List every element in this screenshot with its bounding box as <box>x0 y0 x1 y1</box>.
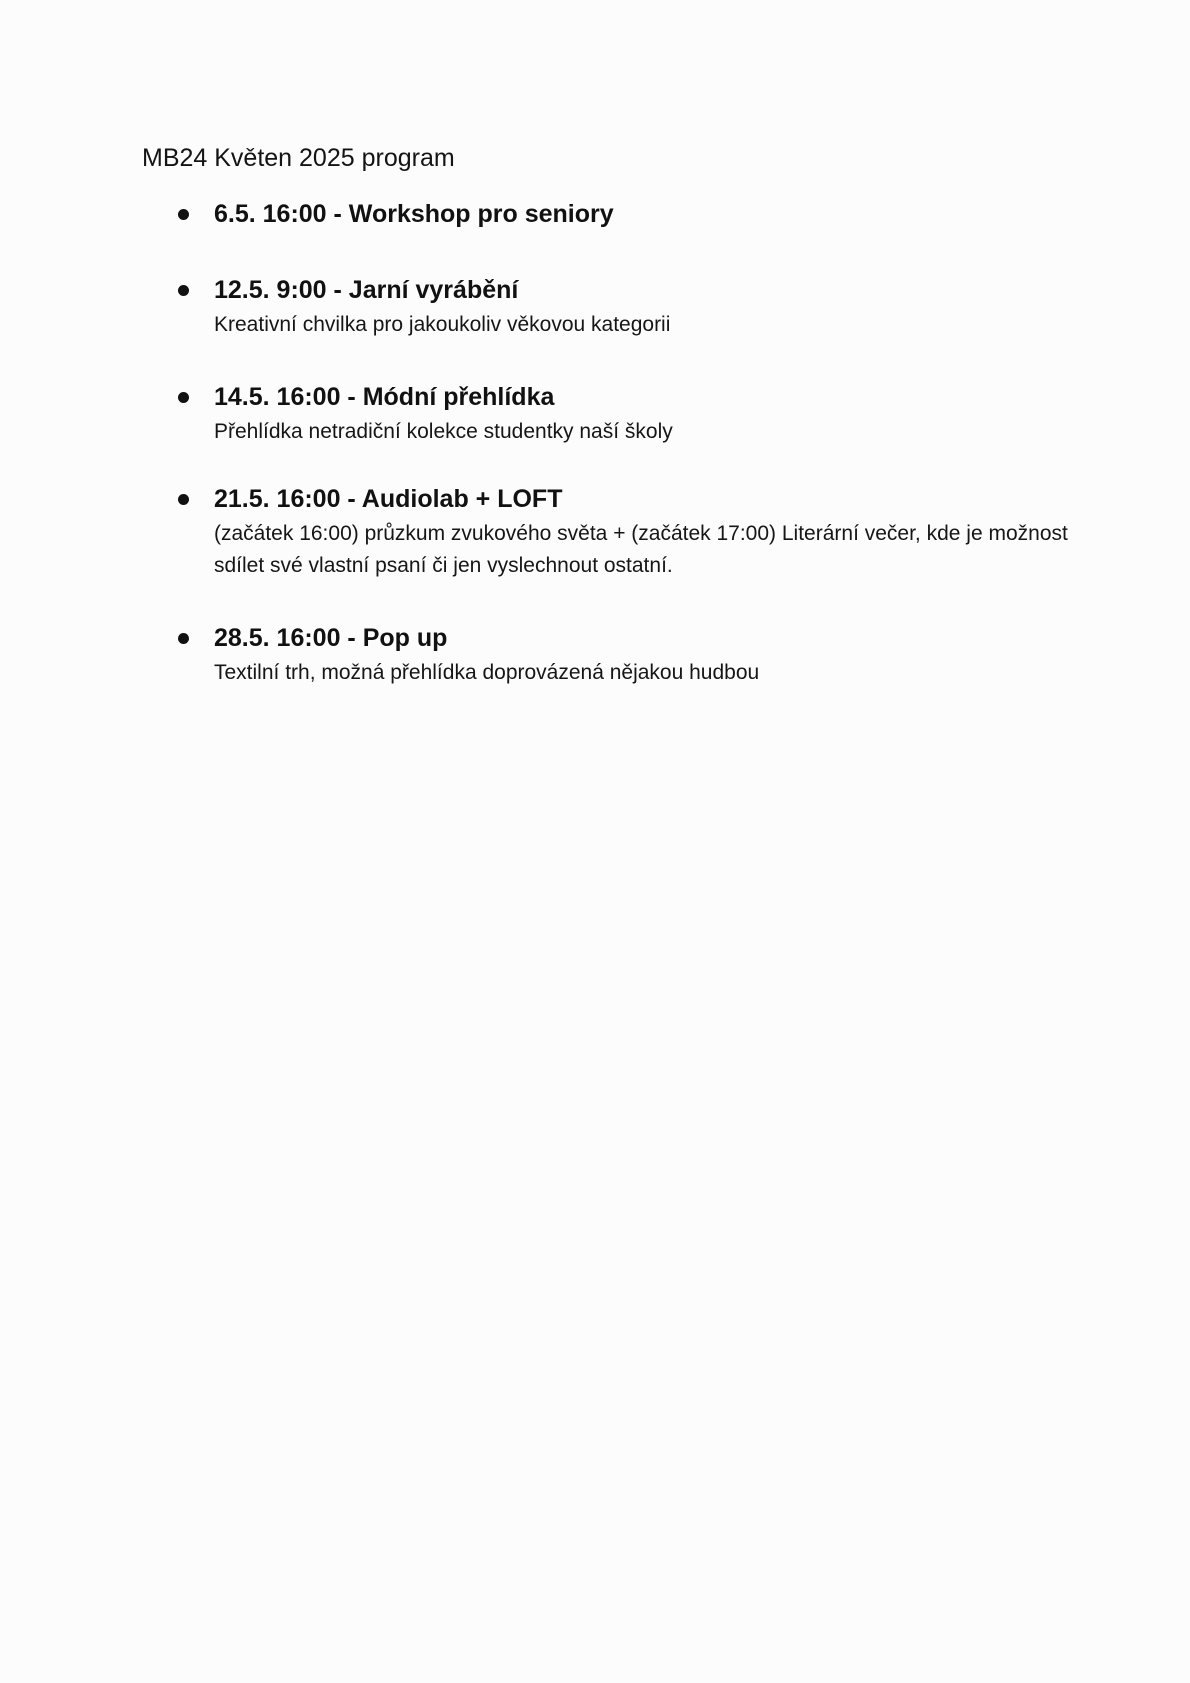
bullet-icon <box>178 392 189 403</box>
event-title: 21.5. 16:00 - Audiolab + LOFT <box>214 485 563 513</box>
event-title: 12.5. 9:00 - Jarní vyrábění <box>214 276 519 304</box>
event-title: 28.5. 16:00 - Pop up <box>214 624 448 652</box>
page-title: MB24 Květen 2025 program <box>142 144 455 172</box>
event-description: Přehlídka netradiční kolekce studentky naší školy <box>214 420 673 443</box>
event-description: Kreativní chvilka pro jakoukoliv věkovou kategorii <box>214 313 671 336</box>
event-title: 6.5. 16:00 - Workshop pro seniory <box>214 200 614 228</box>
bullet-icon <box>178 633 189 644</box>
event-title: 14.5. 16:00 - Módní přehlídka <box>214 383 555 411</box>
event-description: Textilní trh, možná přehlídka doprovázená nějakou hudbou <box>214 661 760 684</box>
bullet-icon <box>178 209 189 220</box>
bullet-icon <box>178 494 189 505</box>
bullet-icon <box>178 285 189 296</box>
event-description: (začátek 16:00) průzkum zvukového světa + (začátek 17:00) Literární večer, kde je možnost sdílet své vlastní psaní či jen vyslechnout ostatní. <box>214 522 1068 577</box>
